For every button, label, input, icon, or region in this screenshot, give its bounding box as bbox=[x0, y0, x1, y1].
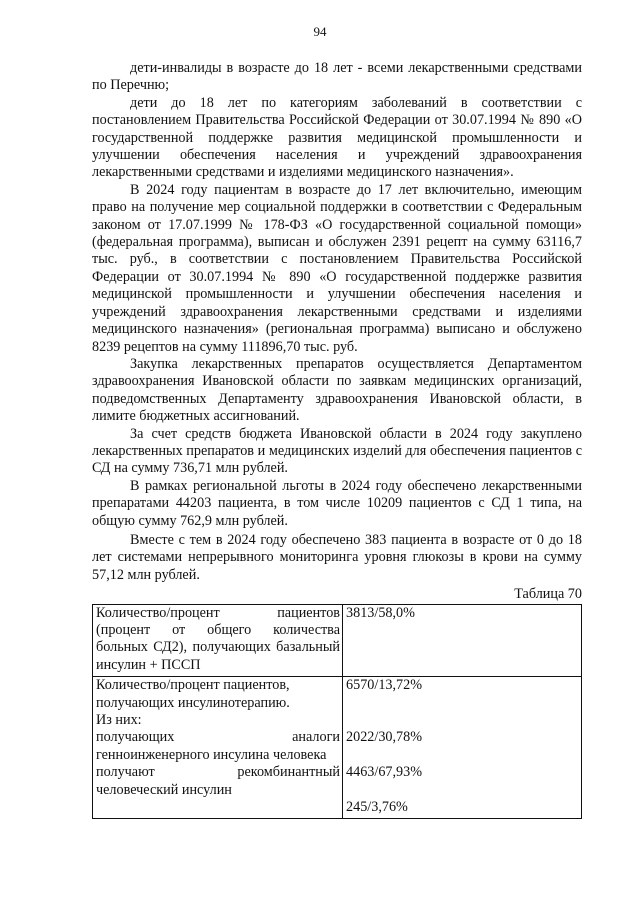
row2-value-item3: 245/3,76% bbox=[346, 799, 408, 816]
row2-label-item1: получающих аналоги генноинженерного инсулина человека bbox=[96, 729, 340, 763]
row2-values bbox=[343, 677, 582, 819]
row2-label bbox=[93, 677, 343, 819]
row2-value-item2: 4463/67,93% bbox=[346, 764, 423, 781]
row2-label-item2: получают рекомбинантный человеческий инсулин bbox=[96, 764, 340, 798]
paragraph-7: Вместе с тем в 2024 году обеспечено 383 пациента в возрасте от 0 до 18 лет системами непрерывного мониторинга уровня глюкозы в крови на сумму 57,12 млн рублей. bbox=[92, 531, 582, 583]
row2-label-main: Количество/процент пациентов, получающих инсулинотерапию. bbox=[96, 677, 290, 711]
table-row bbox=[93, 677, 582, 819]
paragraph-3: В 2024 году пациентам в возрасте до 17 лет включительно, имеющим право на получение мер социальной поддержки в соответствии с Федеральным законом от 17.07.1999 № 178-ФЗ «О государственной социальной помощи» (федеральная программа), выписан и обслужен 2391 рецепт на сумму 63116,7 тыс. руб., в соответствии с постановлением Правительства Российской Федерации от 30.07.1994 № 890 «О государственной поддержке развития медицинской промышленности и улучшении обеспечения населения и учреждений здравоохранения лекарственными средствами и изделиями медицинского назначения» (региональная программа) выписано и обслужено 8239 рецептов на сумму 111896,70 тыс. руб. bbox=[92, 181, 582, 355]
row2-label-sub: Из них: bbox=[96, 712, 142, 729]
paragraph-1: дети-инвалиды в возрасте до 18 лет - всеми лекарственными средствами по Перечню; bbox=[92, 60, 582, 94]
paragraph-2: дети до 18 лет по категориям заболеваний в соответствии с постановлением Правительства Российской Федерации от 30.07.1994 № 890 «О государственной поддержке развития медицинской промышленности и улучшении обеспечения населения и учреждений здравоохранения лекарственными средствами и изделиями медицинского назначения». bbox=[92, 94, 582, 181]
row2-value-main: 6570/13,72% bbox=[346, 677, 423, 694]
row1-value: 3813/58,0% bbox=[343, 604, 582, 677]
data-table bbox=[92, 604, 582, 820]
paragraph-5: За счет средств бюджета Ивановской области в 2024 году закуплено лекарственных препаратов и медицинских изделий для обеспечения пациентов с СД на сумму 736,71 млн рублей. bbox=[92, 425, 582, 477]
row2-value-item1: 2022/30,78% bbox=[346, 729, 423, 746]
paragraph-6: В рамках региональной льготы в 2024 году обеспечено лекарственными препаратами 44203 пациента, в том числе 10209 пациентов с СД 1 типа, на общую сумму 762,9 млн рублей. bbox=[92, 477, 582, 529]
page-number: 94 bbox=[313, 24, 327, 39]
table-row bbox=[93, 604, 582, 677]
paragraph-4: Закупка лекарственных препаратов осуществляется Департаментом здравоохранения Ивановской области по заявкам медицинских организаций, подведомственных Департаменту здравоохранения Ивановской области, в лимите бюджетных ассигнований. bbox=[92, 355, 582, 425]
row1-label: Количество/процент пациентов (процент от общего количества больных СД2), получающих базальный инсулин + ПССП bbox=[93, 604, 343, 677]
document-body bbox=[92, 60, 582, 819]
table-caption: Таблица 70 bbox=[514, 586, 582, 603]
